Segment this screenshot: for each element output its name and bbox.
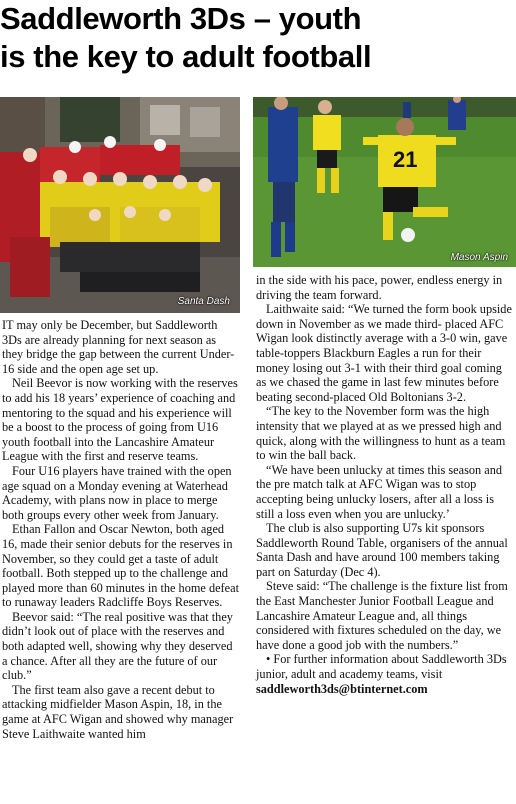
contact-email-link[interactable]: saddleworth3ds@btinternet.com [256, 681, 428, 696]
paragraph: Laithwaite said: “We turned the form book upside down in November as we made third- placed AFC Wigan look distinctly average with a 3-0 win, gave table-toppers Blackburn Eagles a run for their money losing out 3-1 with their third goal coming as we chased the game in last few minutes before beating second-placed Old Boltonians 3-2. [256, 302, 512, 404]
paragraph: Ethan Fallon and Oscar Newton, both aged 16, made their senior debuts for the reserves in November, so they could get a taste of adult football. Both stepped up to the challenge and played more than 60 minutes in the home defeat to runaway leaders Radcliffe Boys Reserves. [2, 522, 239, 610]
article-column-right [256, 273, 514, 696]
info-paragraph [256, 652, 514, 696]
paragraph: Four U16 players have trained with the open age squad on a Monday evening at Waterhead Academy, with plans now in place to merge both groups every other week from January. [2, 463, 232, 522]
paragraph: “The key to the November form was the high intensity that we played at as we pressed high and quick, along with the willingness to hunt as a team to win the ball back. [256, 404, 506, 463]
headline-line-2: is the key to adult football [0, 39, 372, 74]
headline-line-1: Saddleworth 3Ds – youth [0, 1, 362, 36]
santa-dash-image [0, 97, 240, 313]
paragraph: Neil Beevor is now working with the reserves to add his 18 years’ experience of coaching and mentoring to the squad and his experience will be a boost to the process of going from U16 youth football into the Lancashire Amateur League with the first and reserve teams. [2, 376, 238, 464]
mason-aspin-image [253, 97, 516, 267]
paragraph: The first team also gave a recent debut to attacking midfielder Mason Aspin, 18, in the game at AFC Wigan and showed why manager Steve Laithwaite wanted him [2, 682, 234, 741]
paragraph: Beevor said: “The real positive was that they didn’t look out of place with the reserves and both adapted well, showing why they deserved a chance. After all they are the future of our club.” [2, 609, 233, 683]
paragraph: “We have been unlucky at times this season and the pre match talk at AFC Wigan was to stop accepting being unlucky losers, after all a loss is still a loss even when you are unlucky.’ [256, 462, 502, 521]
shirt-number: 21 [393, 147, 418, 172]
paragraph: IT may only be December, but Saddleworth 3Ds are already planning for next season as they bridge the gap between the current Under-16 side and the open age set up. [2, 318, 235, 376]
santa-dash-photo [0, 97, 240, 313]
paragraph: The club is also supporting U7s kit sponsors Saddleworth Round Table, organisers of the annual Santa Dash and have around 100 members taking part on Saturday (Dec 4). [256, 521, 508, 579]
info-text: • For further information about Saddleworth 3Ds junior, adult and academy teams, visit [256, 652, 507, 682]
paragraph: Steve said: “The challenge is the fixture list from the East Manchester Junior Football League and Lancashire Amateur League and, all things considered with fixtures scheduled on the day, we have done a good job with the numbers.” [256, 579, 508, 652]
mason-aspin-caption: Mason Aspin [450, 252, 508, 263]
santa-dash-caption: Santa Dash [177, 296, 230, 307]
article-column-left [2, 318, 240, 741]
headline [0, 0, 516, 76]
mason-aspin-photo [253, 97, 516, 267]
paragraph: in the side with his pace, power, endless energy in driving the team forward. [256, 273, 503, 302]
